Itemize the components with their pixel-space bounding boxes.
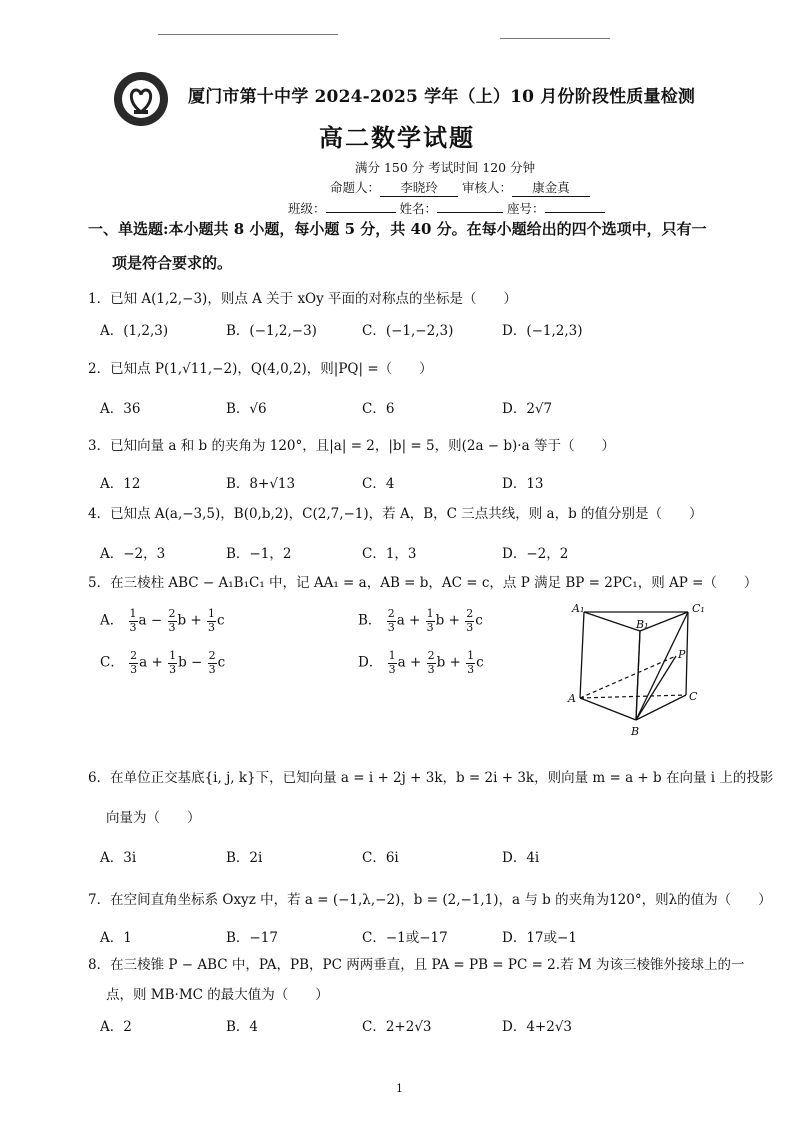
score-time: 满分 150 分 考试时间 120 分钟 [355, 160, 536, 175]
author-name: 李晓玲 [380, 178, 458, 197]
q5-option-c: C． $\frac{2}{3}$ a + $\frac{1}{3}$ b − $\frac{2}{3}$ c [100, 649, 226, 676]
label-B: B [631, 725, 640, 738]
q2-option-d: D．2√7 [502, 401, 553, 417]
top-rule-left [158, 34, 338, 35]
question-7-stem: 7．在空间直角坐标系 Oxyz 中，若 a = (−1,λ,−2)，b = (2,−1,1)，a 与 b 的夹角为120°，则λ的值为（ ） [88, 892, 772, 908]
q8-option-b: B．4 [226, 1019, 259, 1035]
q7-option-d: D．17或−1 [502, 930, 577, 946]
page-number: 1 [396, 1082, 403, 1095]
author-line [330, 178, 590, 197]
student-info-line [288, 199, 605, 217]
q7-option-b: B．−17 [226, 930, 278, 946]
school-title: 厦门市第十中学 2024-2025 学年（上）10 月份阶段性质量检测 [188, 87, 696, 107]
q4-option-a: A．−2，3 [100, 546, 166, 562]
q6-option-a: A．3i [100, 850, 137, 866]
label-A1: A₁ [572, 602, 585, 615]
q8-option-c: C．2+2√3 [362, 1019, 432, 1035]
question-4-stem: 4．已知点 A(a,−3,5)，B(0,b,2)，C(2,7,−1)，若 A，B，C 三点共线，则 a，b 的值分别是（ ） [88, 506, 703, 522]
top-rule-right [500, 38, 610, 39]
q8-option-a: A．2 [100, 1019, 132, 1035]
author-label: 命题人： [330, 180, 381, 195]
q7-option-c: C．−1或−17 [362, 930, 448, 946]
q6-option-d: D．4i [502, 850, 540, 866]
q7-option-a: A．1 [100, 930, 132, 946]
q5-option-d: D． $\frac{1}{3}$ a + $\frac{2}{3}$ b + $\frac{1}{3}$ c [358, 649, 484, 676]
question-6-stem: 6．在单位正交基底{i, j, k}下，已知向量 a = i + 2j + 3k，b = 2i + 3k，则向量 m = a + b 在向量 i 上的投影 [88, 770, 774, 786]
q3-option-a: A．12 [100, 476, 141, 492]
prism-figure [560, 598, 720, 743]
label-P: P [678, 648, 686, 661]
q1-option-d: D．(−1,2,3) [502, 323, 583, 339]
q1-option-b: B．(−1,2,−3) [226, 323, 317, 339]
q2-option-c: C．6 [362, 401, 395, 417]
q2-option-b: B．√6 [226, 401, 267, 417]
question-6-stem-line2: 向量为（ ） [106, 810, 201, 826]
q3-option-c: C．4 [362, 476, 395, 492]
q8-option-d: D．4+2√3 [502, 1019, 573, 1035]
q4-option-b: B．−1，2 [226, 546, 292, 562]
q4-option-d: D．−2，2 [502, 546, 569, 562]
label-B1: B₁ [636, 618, 649, 631]
label-C1: C₁ [692, 602, 705, 615]
q1-option-a: A．(1,2,3) [100, 323, 169, 339]
question-3-stem: 3．已知向量 a 和 b 的夹角为 120°，且|a| = 2，|b| = 5，则(2a − b)·a 等于（ ） [88, 438, 615, 454]
section-heading-line1: 一、单选题:本小题共 8 小题，每小题 5 分，共 40 分。在每小题给出的四个选项中，只有一 [88, 220, 707, 238]
question-8-stem: 8．在三棱锥 P − ABC 中，PA，PB，PC 两两垂直，且 PA = PB = PC = 2.若 M 为该三棱锥外接球上的一 [88, 957, 745, 973]
seat-field[interactable] [545, 212, 605, 213]
q3-option-b: B．8+√13 [226, 476, 296, 492]
class-field[interactable] [326, 212, 396, 213]
question-1-stem: 1．已知 A(1,2,−3)，则点 A 关于 xOy 平面的对称点的坐标是（ ） [88, 291, 518, 307]
q4-option-c: C．1，3 [362, 546, 417, 562]
q5-option-a: A． $\frac{1}{3}$ a − $\frac{2}{3}$ b + $\frac{1}{3}$ c [100, 607, 225, 634]
question-2-stem: 2．已知点 P(1,√11,−2)，Q(4,0,2)，则|PQ| =（ ） [88, 361, 433, 377]
q2-option-a: A．36 [100, 401, 141, 417]
q1-option-c: C．(−1,−2,3) [362, 323, 454, 339]
reviewer-name: 康金真 [512, 178, 590, 197]
q5-option-b: B． $\frac{2}{3}$ a + $\frac{1}{3}$ b + $\frac{2}{3}$ c [358, 607, 483, 634]
q6-option-b: B．2i [226, 850, 263, 866]
reviewer-label: 审核人： [462, 180, 513, 195]
question-5-stem: 5．在三棱柱 ABC − A₁B₁C₁ 中，记 AA₁ = a，AB = b，AC = c，点 P 满足 BP = 2PC₁，则 AP =（ ） [88, 575, 758, 591]
name-field[interactable] [437, 212, 503, 213]
q6-option-c: C．6i [362, 850, 399, 866]
class-label: 班级： [288, 201, 326, 216]
question-8-stem-line2: 点，则 MB·MC 的最大值为（ ） [106, 987, 329, 1003]
seat-label: 座号： [507, 201, 545, 216]
exam-title: 高二数学试题 [319, 123, 475, 152]
q3-option-d: D．13 [502, 476, 544, 492]
label-A: A [568, 692, 576, 705]
section-heading-line2: 项是符合要求的。 [112, 254, 233, 272]
name-label: 姓名： [399, 201, 438, 216]
label-C: C [689, 690, 698, 703]
